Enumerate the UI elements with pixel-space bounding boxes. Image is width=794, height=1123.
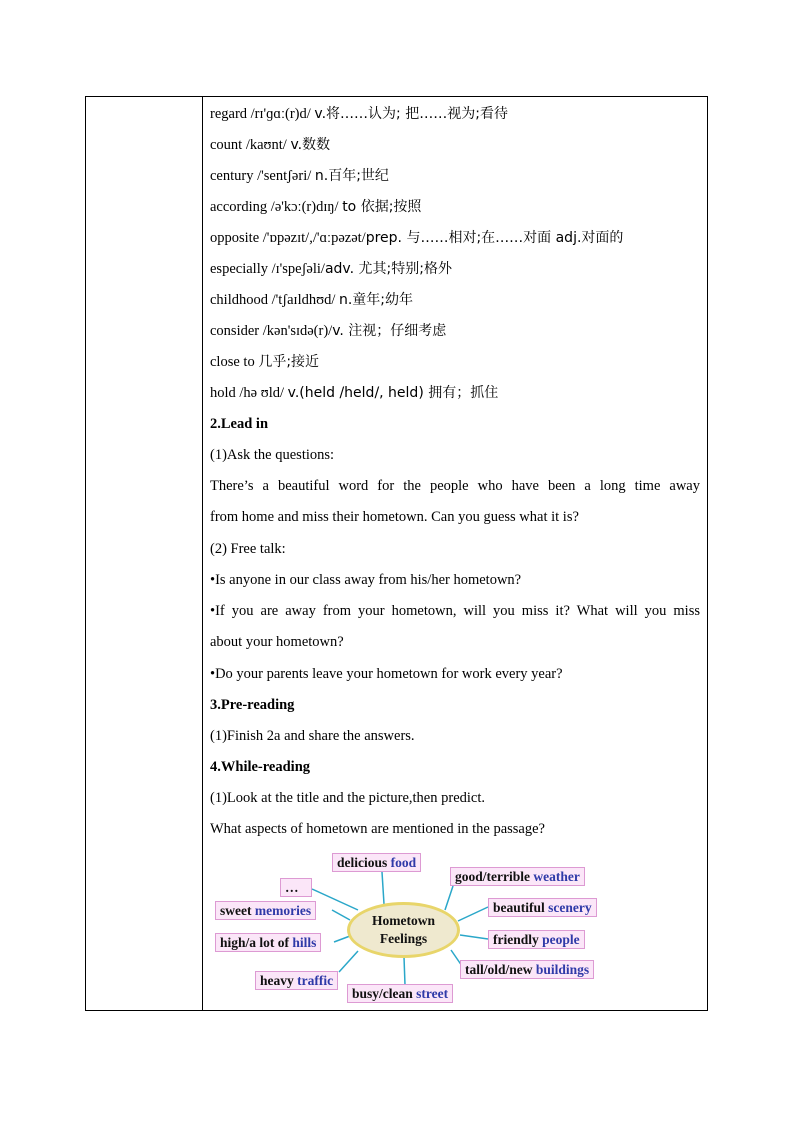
vocab-hold: hold /hə ʊld/ v.(held /held/, held) 拥有；抓住 <box>210 385 499 401</box>
connector-weather <box>445 886 453 910</box>
center-line-1: Hometown <box>372 913 435 928</box>
node-people: friendly people <box>488 930 585 949</box>
vocab-opposite: opposite /'ɒpəzɪt/,/'ɑːpəzət/prep. 与……相对;在……对面 adj.对面的 <box>210 230 624 246</box>
question-line-1: There’s a beautiful word for the people who have been a long time away <box>210 478 700 494</box>
finish-2a: (1)Finish 2a and share the answers. <box>210 728 415 744</box>
pre-reading-heading: 3.Pre-reading <box>210 697 295 713</box>
vocab-regard: regard /rɪ'ɡɑː(r)d/ v.将……认为; 把……视为;看待 <box>210 106 508 122</box>
vocab-count: count /kaʊnt/ v.数数 <box>210 137 331 153</box>
bullet-2-line-2: about your hometown? <box>210 634 344 650</box>
ask-questions: (1)Ask the questions: <box>210 447 335 463</box>
connector-scenery <box>458 907 488 921</box>
connector-food <box>382 872 384 904</box>
connector-street <box>404 957 405 985</box>
node-buildings: tall/old/new buildings <box>460 960 594 979</box>
connector-dots <box>312 889 358 910</box>
bullet-3: •Do your parents leave your hometown for work every year? <box>210 666 563 682</box>
aspects-question: What aspects of hometown are mentioned in the passage? <box>210 821 545 837</box>
vocab-century: century /'sentʃəri/ n.百年;世纪 <box>210 168 389 184</box>
lead-in-heading: 2.Lead in <box>210 416 269 432</box>
node-dots: … <box>280 878 312 897</box>
look-title: (1)Look at the title and the picture,then predict. <box>210 790 485 806</box>
bullet-1: •Is anyone in our class away from his/her hometown? <box>210 572 522 588</box>
vocab-according: according /ə'kɔː(r)dɪŋ/ to 依据;按照 <box>210 199 422 215</box>
vocab-consider: consider /kən'sɪdə(r)/v. 注视；仔细考虑 <box>210 323 447 339</box>
free-talk: (2) Free talk: <box>210 541 286 557</box>
node-scenery: beautiful scenery <box>488 898 597 917</box>
vocab-close-to: close to 几乎;接近 <box>210 354 320 370</box>
node-hills: high/a lot of hills <box>215 933 321 952</box>
mind-map-center <box>347 902 460 958</box>
connector-hills <box>334 936 350 942</box>
node-weather: good/terrible weather <box>450 867 585 886</box>
node-memories: sweet memories <box>215 901 316 920</box>
connector-people <box>460 935 488 939</box>
node-food: delicious food <box>332 853 421 872</box>
vocab-especially: especially /ɪ'speʃəli/adv. 尤其;特别;格外 <box>210 261 452 277</box>
center-line-2: Feelings <box>379 931 428 946</box>
bullet-2-line-1: •If you are away from your hometown, will you miss it? What will you miss <box>210 603 700 619</box>
node-traffic: heavy traffic <box>255 971 338 990</box>
vocab-childhood: childhood /'tʃaɪldhʊd/ n.童年;幼年 <box>210 292 414 308</box>
while-reading-heading: 4.While-reading <box>210 759 311 775</box>
node-street: busy/clean street <box>347 984 453 1003</box>
connector-memories <box>332 910 350 920</box>
question-line-2: from home and miss their hometown. Can you guess what it is? <box>210 509 579 525</box>
connector-traffic <box>339 951 358 972</box>
